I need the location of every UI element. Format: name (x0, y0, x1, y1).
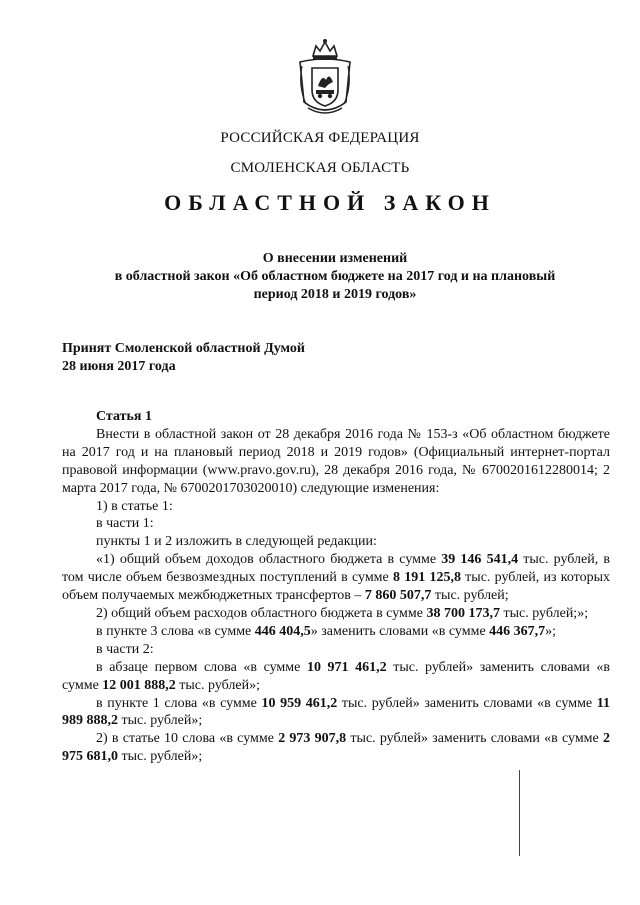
amount-value: 446 404,5 (254, 623, 311, 639)
adoption-date: 28 июня 2017 года (62, 359, 176, 374)
adoption-body: Принят Смоленской областной Думой (62, 341, 305, 356)
article-paragraph (62, 551, 610, 605)
amount-value: 39 146 541,4 (441, 552, 519, 568)
text-fragment: тыс. рублей, из которых объем получаемых межбюджетных трансфертов – (62, 570, 610, 604)
text-fragment: 2) общий объем расходов областного бюджета в сумме (96, 605, 427, 621)
text-fragment: тыс. рублей;»; (499, 605, 589, 621)
text-fragment: тыс. рублей»; (118, 713, 203, 729)
document-type: ОБЛАСТНОЙ ЗАКОН (164, 190, 496, 215)
law-title-line: период 2018 и 2019 годов» (253, 287, 417, 302)
article-paragraph: в части 2: (96, 641, 154, 657)
law-title-line: в областной закон «Об областном бюджете на 2017 год и на плановый (114, 269, 556, 284)
article-paragraph (62, 623, 610, 641)
article-intro: Внести в областной закон от 28 декабря 2016 года № 153-з «Об областном бюджете на 2017 год и на плановый период 2018 и 2019 годов» (Официальный интернет-портал правовой информации (www.pravo.gov.ru), 28 декабря 2016 года, № 6700201612280014; 2 марта 2017 года, № 6700201703020010) следующие изменения: (62, 426, 610, 496)
article-body (62, 408, 610, 766)
text-fragment: в пункте 3 слова «в сумме (96, 623, 255, 639)
state-name: РОССИЙСКАЯ ФЕДЕРАЦИЯ (220, 130, 420, 146)
amount-value: 12 001 888,2 (102, 677, 176, 693)
margin-mark-line (519, 770, 520, 856)
text-fragment: в пункте 1 слова «в сумме (96, 695, 262, 711)
text-fragment: тыс. рублей»; (175, 677, 261, 693)
amount-value: 2 975 681,0 (62, 731, 610, 765)
text-fragment: тыс. рублей» заменить словами «в сумме (337, 695, 597, 711)
law-title-line: О внесении изменений (262, 251, 408, 266)
region-name: СМОЛЕНСКАЯ ОБЛАСТЬ (230, 160, 410, 176)
text-fragment: в абзаце первом слова «в сумме (96, 659, 307, 675)
text-fragment: » заменить словами «в сумме (310, 623, 490, 639)
article-heading: Статья 1 (96, 409, 152, 424)
coat-of-arms-icon (296, 38, 354, 120)
text-fragment: тыс. рублей» заменить словами «в сумме (62, 659, 610, 693)
article-paragraph (62, 730, 610, 766)
article-paragraph: пункты 1 и 2 изложить в следующей редакции: (96, 534, 377, 550)
text-fragment: 2) в статье 10 слова «в сумме (96, 731, 279, 747)
law-title (70, 250, 600, 304)
amount-value: 10 959 461,2 (261, 695, 338, 711)
text-fragment: тыс. рублей; (431, 588, 509, 604)
article-paragraph: в части 1: (96, 516, 154, 532)
text-fragment: «1) общий объем доходов областного бюджета в сумме (96, 552, 442, 568)
text-fragment: тыс. рублей»; (118, 749, 203, 765)
article-paragraph: 1) в статье 1: (96, 498, 173, 514)
article-paragraph (62, 695, 610, 731)
amount-value: 2 973 907,8 (278, 731, 347, 747)
amount-value: 11 989 888,2 (62, 695, 610, 729)
amount-value: 7 860 507,7 (364, 588, 432, 604)
amount-value: 10 971 461,2 (306, 659, 387, 675)
text-fragment: тыс. рублей» заменить словами «в сумме (346, 731, 603, 747)
amount-value: 38 700 173,7 (426, 605, 500, 621)
article-paragraph (62, 605, 610, 623)
text-fragment: тыс. рублей, в том числе объем безвозмездных поступлений в сумме (62, 552, 610, 586)
adoption-note (62, 340, 305, 376)
amount-value: 8 191 125,8 (392, 570, 461, 586)
text-fragment: »; (545, 623, 557, 639)
article-paragraph (62, 659, 610, 695)
amount-value: 446 367,7 (489, 623, 546, 639)
